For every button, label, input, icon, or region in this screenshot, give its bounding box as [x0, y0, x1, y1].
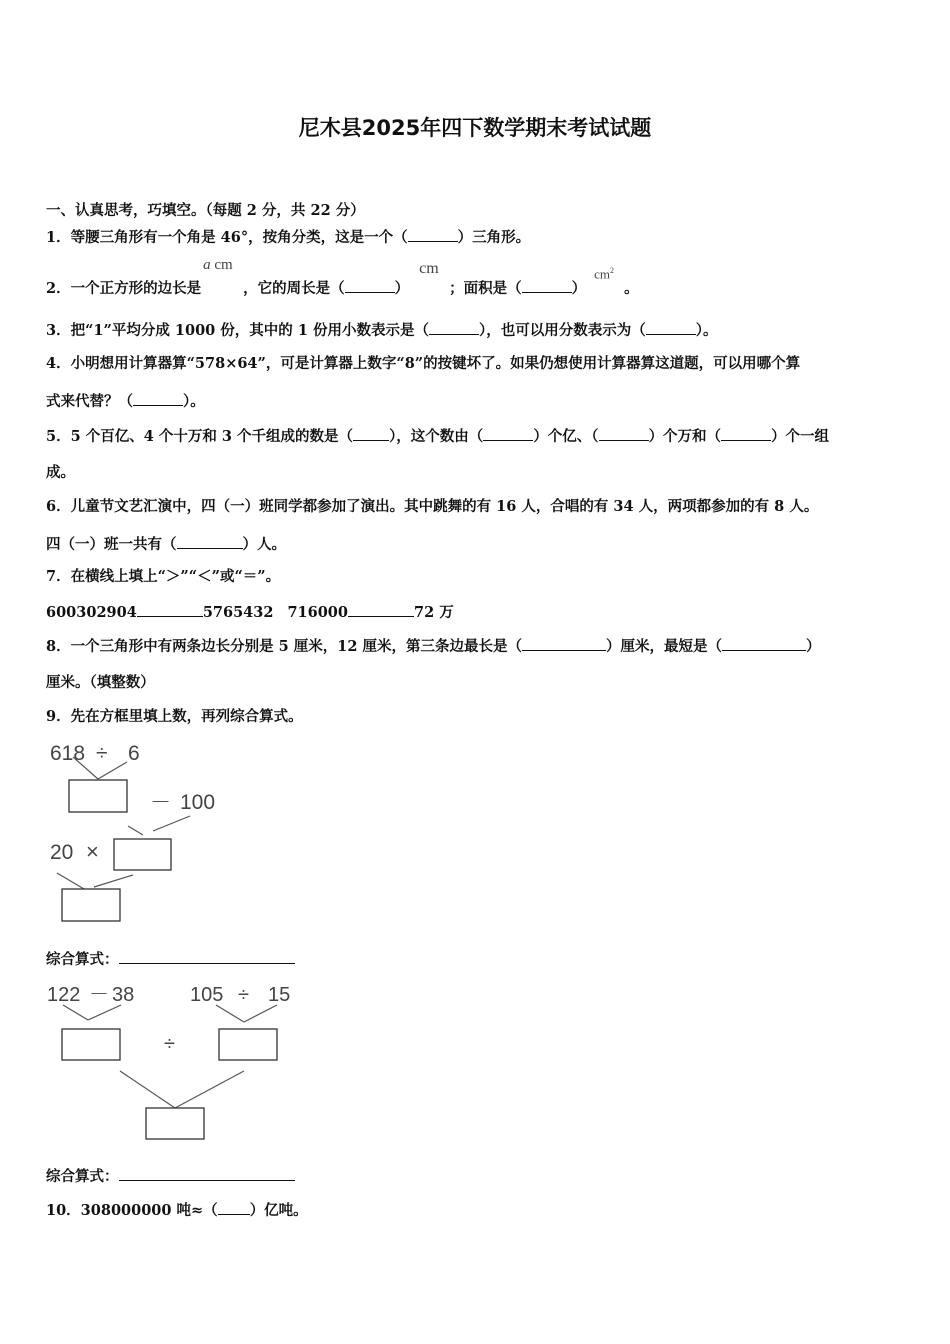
- question-10: 10．308000000 吨≈（ ）亿吨。: [46, 1202, 308, 1219]
- connector-line: [128, 826, 143, 835]
- connector-line: [120, 1071, 175, 1108]
- answer-blank[interactable]: [522, 636, 606, 651]
- connector-line: [153, 816, 190, 831]
- combined-formula-1: 综合算式：: [46, 949, 295, 970]
- answer-blank[interactable]: [177, 534, 243, 549]
- question-2: 2．一个正方形的边长是 a cm ，它的周长是（ ） cm ；面积是（ ） $cm^2$ 。: [46, 257, 639, 297]
- diagram2-105: 105: [190, 984, 224, 1006]
- answer-box-4[interactable]: [62, 1029, 120, 1060]
- combined-formula-2: 综合算式：: [46, 1166, 295, 1187]
- diagram1-618: 618: [50, 742, 86, 765]
- answer-blank[interactable]: [353, 426, 389, 441]
- connector-line: [63, 1005, 88, 1020]
- question-5-line-1: 5．5 个百亿、4 个十万和 3 个千组成的数是（ ），这个数由（ ）个亿、（ ）个万和（ ）个一组: [46, 428, 830, 445]
- answer-blank[interactable]: [522, 278, 572, 293]
- answer-box-5[interactable]: [219, 1029, 277, 1060]
- answer-box-2[interactable]: [114, 839, 171, 870]
- question-7: 7．在横线上填上“＞”“＜”或“＝”。: [46, 568, 281, 585]
- connector-line: [216, 1005, 244, 1022]
- question-8-line-1: 8．一个三角形中有两条边长分别是 5 厘米，12 厘米，第三条边最长是（ ）厘米，最短是（ ）: [46, 638, 821, 655]
- diagram2-minus: －: [89, 984, 109, 1006]
- diagram1-divide: ÷: [96, 742, 108, 765]
- answer-blank[interactable]: [646, 320, 696, 335]
- compare-blank-1[interactable]: [137, 602, 203, 617]
- diagram2-divide: ÷: [238, 984, 249, 1006]
- answer-blank[interactable]: [721, 426, 771, 441]
- diagram2-mid-divide: ÷: [164, 1033, 175, 1055]
- diagram2-38: 38: [112, 984, 135, 1006]
- diagram1-6: 6: [128, 742, 140, 765]
- answer-blank[interactable]: [218, 1200, 250, 1215]
- question-7-comparisons: 600302904 5765432 716000 72 万: [46, 604, 454, 621]
- answer-box-6[interactable]: [146, 1108, 204, 1139]
- diagram1-20: 20: [50, 841, 74, 864]
- page-title: 尼木县2025年四下数学期末考试试题: [298, 116, 652, 140]
- answer-box-3[interactable]: [62, 889, 120, 921]
- connector-line: [94, 875, 133, 887]
- answer-blank[interactable]: [722, 636, 806, 651]
- diagram1-times: ×: [86, 839, 99, 864]
- diagram1-100: 100: [180, 791, 216, 814]
- compare-blank-2[interactable]: [348, 602, 414, 617]
- formula-blank-1[interactable]: [119, 949, 295, 964]
- answer-blank[interactable]: [483, 426, 533, 441]
- question-5-line-2: 成。: [46, 464, 75, 481]
- answer-box-1[interactable]: [69, 780, 127, 812]
- diagram2-122: 122: [47, 984, 81, 1006]
- question-3: 3．把“1”平均分成 1000 份，其中的 1 份用小数表示是（ ），也可以用分数表示为（ ）。: [46, 322, 718, 339]
- answer-blank[interactable]: [133, 391, 183, 406]
- connector-line: [57, 873, 84, 889]
- question-1: 1．等腰三角形有一个角是 46°，按角分类，这是一个（ ）三角形。: [46, 229, 531, 246]
- calculation-diagram-2: [0, 978, 320, 1143]
- calculation-diagram-1: [0, 735, 320, 930]
- connector-line: [73, 757, 98, 779]
- diagram2-15: 15: [268, 984, 291, 1006]
- question-6-line-2: 四（一）班一共有（ ）人。: [46, 536, 286, 553]
- connector-line: [88, 1005, 121, 1020]
- answer-blank[interactable]: [345, 278, 395, 293]
- diagram1-minus: －: [150, 791, 171, 814]
- connector-line: [175, 1071, 244, 1108]
- question-9: 9．先在方框里填上数，再列综合算式。: [46, 708, 303, 725]
- answer-blank[interactable]: [429, 320, 479, 335]
- answer-blank[interactable]: [599, 426, 649, 441]
- question-6-line-1: 6．儿童节文艺汇演中，四（一）班同学都参加了演出。其中跳舞的有 16 人，合唱的有 34 人，两项都参加的有 8 人。: [46, 498, 819, 515]
- question-4-line-2: 式来代替？（ ）。: [46, 393, 205, 410]
- formula-blank-2[interactable]: [119, 1166, 295, 1181]
- answer-blank[interactable]: [408, 227, 458, 242]
- connector-line: [244, 1005, 277, 1022]
- section-heading: 一、认真思考，巧填空。（每题 2 分，共 22 分）: [46, 202, 365, 219]
- question-8-line-2: 厘米。（填整数）: [46, 674, 155, 691]
- question-4-line-1: 4．小明想用计算器算“578×64”，可是计算器上数字“8”的按键坏了。如果仍想使用计算器算这道题，可以用哪个算: [46, 355, 801, 372]
